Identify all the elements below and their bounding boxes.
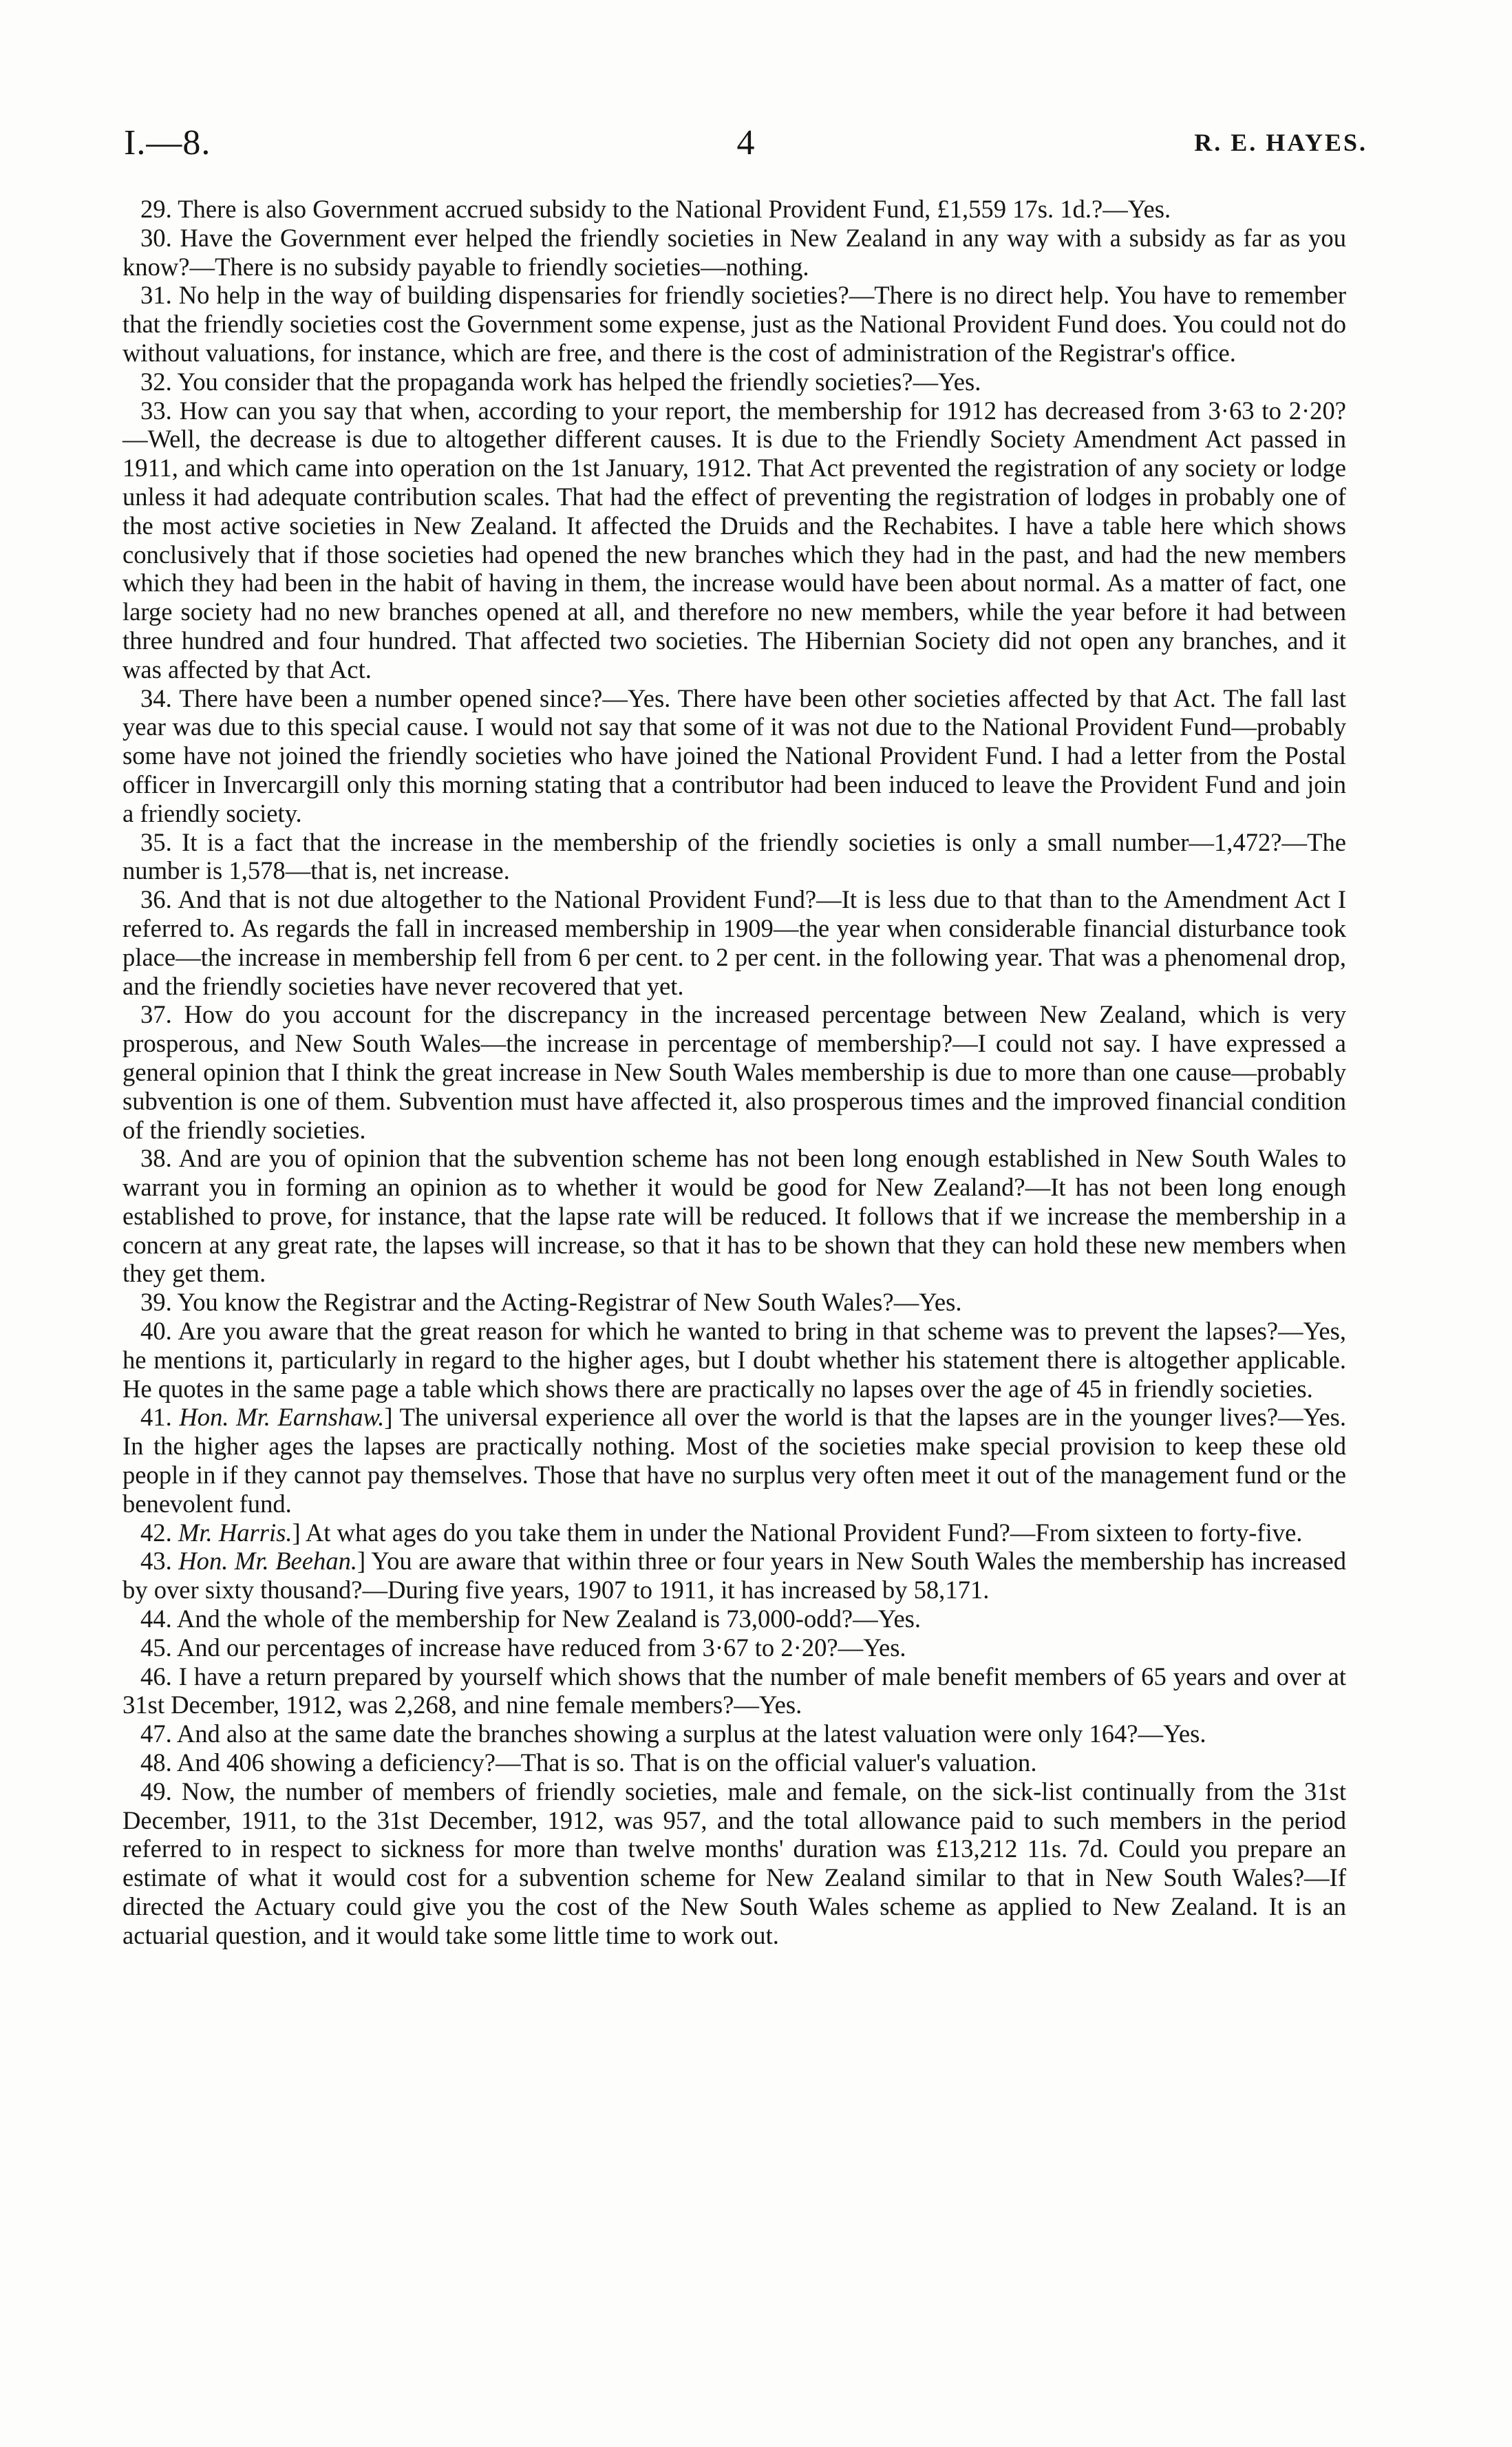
question-44: 44. And the whole of the membership for New Zealand is 73,000-odd?—Yes.	[140, 1604, 922, 1633]
question-39: 39. You know the Registrar and the Acting-Registrar of New South Wales?—Yes.	[140, 1288, 962, 1317]
question-42: 42. Mr. Harris.] At what ages do you take them in under the National Provident Fund?—From sixteen to forty-five.	[140, 1518, 1303, 1547]
question-30: 30. Have the Government ever helped the friendly societies in New Zealand in any way with a subsidy as far as you know?—There is no subsidy payable to friendly societies—nothing.	[123, 223, 1346, 281]
witness-name: R. E. HAYES.	[1194, 129, 1367, 156]
document-reference: I.—8.	[124, 123, 211, 162]
testimony-body	[123, 195, 1346, 1950]
speaker-name: Hon. Mr. Earnshaw.	[179, 1403, 385, 1432]
question-49: 49. Now, the number of members of friendly societies, male and female, on the sick-list continually from the 31st December, 1911, to the 31st December, 1912, was 957, and the total allowance paid to such members in the period referred to in respect to sickness for more than twelve months' duration was £13,212 11s. 7d. Could you prepare an estimate of what it would cost for a subvention scheme for New Zealand similar to that in New South Wales?—If directed the Actuary could give you the cost of the New South Wales scheme as applied to New Zealand. It is an actuarial question, and it would take some little time to work out.	[123, 1777, 1346, 1949]
question-48: 48. And 406 showing a deficiency?—That is so. That is on the official valuer's valuation.	[140, 1748, 1037, 1777]
question-37: 37. How do you account for the discrepancy in the increased percentage between New Zealand, which is very prosperous, and New South Wales—the increase in percentage of membership?—I could not say. I have expressed a general opinion that I think the great increase in New South Wales membership is due to more than one cause—probably subvention is one of them. Subvention must have affected it, also prosperous times and the improved financial condition of the friendly societies.	[123, 1000, 1346, 1144]
question-29: 29. There is also Government accrued subsidy to the National Provident Fund, £1,559 17s. 1d.?—Yes.	[140, 195, 1171, 223]
question-41: 41. Hon. Mr. Earnshaw.] The universal experience all over the world is that the lapses are in the younger lives?—Yes. In the higher ages the lapses are practically nothing. Most of the societies make special provision to keep these old people in if they cannot pay themselves. Those that have no surplus very often meet it out of the management fund or the benevolent fund.	[123, 1403, 1346, 1518]
question-31: 31. No help in the way of building dispensaries for friendly societies?—There is no direct help. You have to remember that the friendly societies cost the Government some expense, just as the National Provident Fund does. You could not do without valuations, for instance, which are free, and there is the cost of administration of the Registrar's office.	[123, 281, 1346, 367]
speaker-name: Hon. Mr. Beehan.	[178, 1547, 358, 1576]
page-number: 4	[736, 123, 755, 162]
question-38: 38. And are you of opinion that the subvention scheme has not been long enough established in New South Wales to warrant you in forming an opinion as to whether it would be good for New Zealand?—It has not been long enough established to prove, for instance, that the lapse rate will be reduced. It follows that if we increase the membership in a concern at any great rate, the lapses will increase, so that it has to be shown that they can hold these new members when they get them.	[123, 1144, 1346, 1288]
question-36: 36. And that is not due altogether to the National Provident Fund?—It is less due to that than to the Amendment Act I referred to. As regards the fall in increased membership in 1909—the year when considerable financial disturbance took place—the increase in membership fell from 6 per cent. to 2 per cent. in the following year. That was a phenomenal drop, and the friendly societies have never recovered that yet.	[123, 885, 1346, 1000]
question-33: 33. How can you say that when, according to your report, the membership for 1912 has decreased from 3·63 to 2·20?—Well, the decrease is due to altogether different causes. It is due to the Friendly Society Amendment Act passed in 1911, and which came into operation on the 1st January, 1912. That Act prevented the registration of any society or lodge unless it had adequate contribution scales. That had the effect of preventing the registration of lodges in probably one of the most active societies in New Zealand. It affected the Druids and the Rechabites. I have a table here which shows conclusively that if those societies had opened the new branches which they had in the past, and had the new members which they had been in the habit of having in them, the increase would have been about normal. As a matter of fact, one large society had no new branches opened at all, and therefore no new members, while the year before it had between three hundred and four hundred. That affected two societies. The Hibernian Society did not open any branches, and it was affected by that Act.	[123, 396, 1346, 684]
question-40: 40. Are you aware that the great reason for which he wanted to bring in that scheme was to prevent the lapses?—Yes, he mentions it, particularly in regard to the higher ages, but I doubt whether his statement there is altogether applicable. He quotes in the same page a table which shows there are practically no lapses over the age of 45 in friendly societies.	[123, 1317, 1346, 1403]
question-45: 45. And our percentages of increase have reduced from 3·67 to 2·20?—Yes.	[140, 1633, 906, 1662]
question-34: 34. There have been a number opened since?—Yes. There have been other societies affected by that Act. The fall last year was due to this special cause. I would not say that some of it was not due to the National Provident Fund—probably some have not joined the friendly societies who have joined the National Provident Fund. I had a letter from the Postal officer in Invercargill only this morning stating that a contributor had been induced to leave the Provident Fund and join a friendly society.	[123, 684, 1346, 827]
question-32: 32. You consider that the propaganda work has helped the friendly societies?—Yes.	[140, 367, 981, 396]
speaker-name: Mr. Harris.	[178, 1518, 292, 1547]
question-46: 46. I have a return prepared by yourself which shows that the number of male benefit members of 65 years and over at 31st December, 1912, was 2,268, and nine female members?—Yes.	[123, 1662, 1346, 1719]
question-43: 43. Hon. Mr. Beehan.] You are aware that within three or four years in New South Wales the membership has increased by over sixty thousand?—During five years, 1907 to 1911, it has increased by 58,171.	[123, 1547, 1347, 1604]
question-35: 35. It is a fact that the increase in the membership of the friendly societies is only a small number—1,472?—The number is 1,578—that is, net increase.	[123, 827, 1346, 885]
page-header	[124, 123, 1367, 171]
question-47: 47. And also at the same date the branches showing a surplus at the latest valuation were only 164?—Yes.	[140, 1719, 1206, 1748]
